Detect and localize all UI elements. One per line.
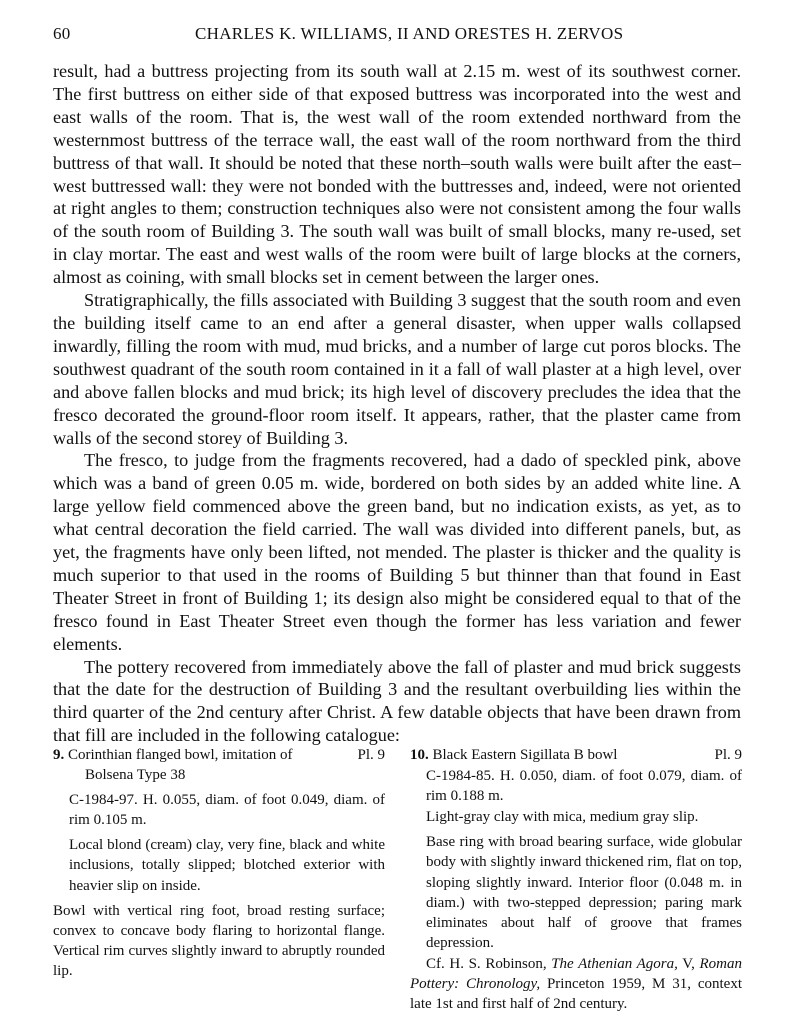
catalogue-entry-10 (410, 745, 742, 1014)
entry-fabric: Local blond (cream) clay, very fine, black and white inclusions, totally slipped; blotched exterior with heavier slip on inside. (69, 837, 385, 894)
paragraph-4: The pottery recovered from immediately above the fall of plaster and mud brick suggests that the date for the destruction of Building 3 and the resultant overbuilding lies within the third quarter of the 2nd century after Christ. A few datable objects that have been drawn from that fill are included in the following catalogue: (53, 656, 741, 746)
entry-number: 9. (53, 747, 65, 763)
page-header (53, 24, 741, 46)
paragraph-1: result, had a buttress projecting from its south wall at 2.15 m. west of its southwest corner. The first buttress on either side of that exposed buttress was incorporated into the west and east walls of the room. That is, the west wall of the room extended northward from the westernmost buttress of the terrace wall, the east wall of the room northward from the third buttress of that wall. It should be noted that these north–south walls were built after the east–west buttressed wall: they were not bonded with the buttresses and, indeed, were not oriented at right angles to them; construction techniques also were not consistent among the four walls of the south room of Building 3. The south wall was built of small blocks, many re-used, set in clay mortar. The east and west walls of the room were built of large blocks at the corners, almost as coining, with small blocks set in cement between the larger ones. (53, 61, 741, 288)
plate-reference: Pl. 9 (357, 747, 385, 763)
paragraph-2: Stratigraphically, the fills associated with Building 3 suggest that the south room and even the building itself came to an end after a general disaster, when upper walls collapsed inwardly, filling the room with mud, mud bricks, and a number of large cut poros blocks. The southwest quadrant of the south room contained in it a fall of wall plaster at a high level, over and above fallen blocks and mud brick; its high level of discovery precludes the idea that the fresco decorated the ground-floor room itself. It appears, rather, that the plaster came from walls of the second storey of Building 3. (53, 290, 741, 448)
page-number: 60 (53, 24, 71, 43)
entry-inventory: C-1984-85. H. 0.050, diam. of foot 0.079, diam. of rim 0.188 m. (426, 768, 742, 805)
entry-number: 10. (410, 747, 429, 763)
body-text (53, 60, 741, 747)
paragraph-3: The fresco, to judge from the fragments recovered, had a dado of speckled pink, above which was a band of green 0.05 m. wide, bordered on both sides by an added white line. A large yellow field commenced above the green band, but no indication exists, as yet, as to what central decoration the field carried. The wall was divided into different panels, but, as yet, the fragments have only been lifted, not mended. The plaster is thicker and the quality is much superior to that used in the rooms of Building 5 but thinner than that found in East Theater Street in front of Building 1; its design also might be considered equal to that of the fresco found in East Theater Street even though the former has less variation and fewer elements. (53, 450, 741, 654)
reference-mid: V, (677, 955, 700, 972)
entry-description: Base ring with broad bearing surface, wide globular body with slightly inward thickened rim, flat on top, sloping slightly inward. Interior floor (0.048 m. in diam.) with two-stepped depression; paring mark eliminates about half of groove that frames depression. (426, 834, 742, 951)
running-head: CHARLES K. WILLIAMS, II AND ORESTES H. ZERVOS (195, 24, 624, 43)
plate-reference: Pl. 9 (714, 747, 742, 763)
entry-title: Black Eastern Sigillata B bowl (432, 747, 618, 763)
catalogue-entry-9 (53, 745, 385, 981)
reference-suffix: Princeton 1959, M 31, context late 1st and first half of 2nd century. (410, 976, 742, 1013)
entry-heading (410, 745, 742, 765)
entry-inventory: C-1984-97. H. 0.055, diam. of foot 0.049, diam. of rim 0.105 m. (69, 792, 385, 829)
entry-title-continued: Bolsena Type 38 (85, 767, 186, 784)
reference-title: The Athenian Agora, (551, 955, 678, 972)
reference-subtitle: Roman Pottery: Chronology, (410, 955, 742, 993)
entry-reference (410, 954, 742, 1014)
catalogue (53, 745, 742, 1013)
entry-title: Corinthian flanged bowl, imitation of (68, 747, 293, 763)
entry-description: Bowl with vertical ring foot, broad resting surface; convex to concave body flaring to horizontal flange. Vertical rim curves slightly inward to abruptly rounded lip. (53, 902, 385, 979)
reference-prefix: Cf. H. S. Robinson, (426, 955, 552, 972)
entry-heading (53, 745, 385, 785)
entry-fabric: Light-gray clay with mica, medium gray slip. (426, 809, 699, 826)
